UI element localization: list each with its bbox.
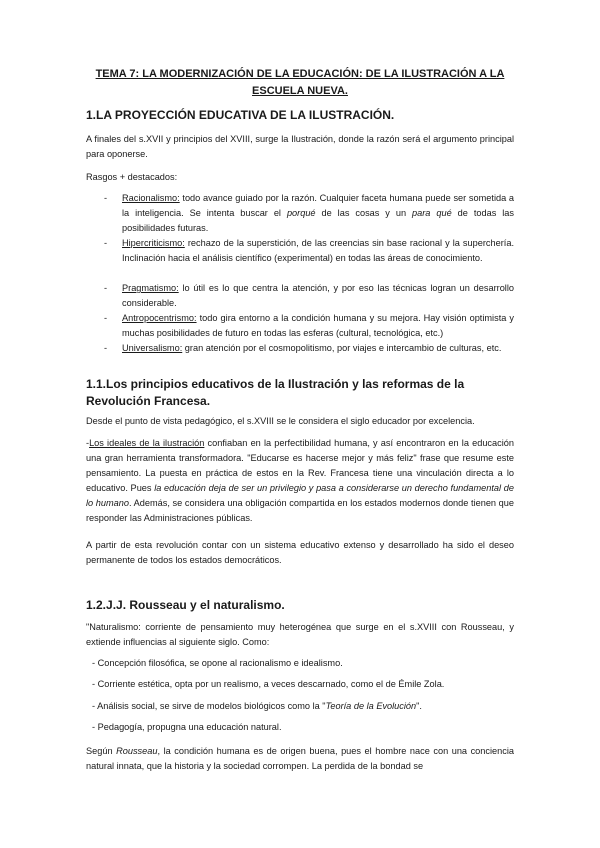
bullet-marker: -: [104, 313, 108, 323]
bullet-marker: -: [104, 238, 108, 248]
dash-item-pedagogia: - Pedagogía, propugna una educación natural.: [92, 722, 282, 732]
rasgos-label: Rasgos + destacados:: [86, 172, 178, 182]
dash-item-social: - Análisis social, se sirve de modelos biológicos como la "Teoría de la Evolución".: [92, 701, 422, 711]
bullet-marker: -: [104, 283, 108, 293]
document-title: [80, 66, 520, 100]
section-1-intro: A finales del s.XVII y principios del XVIII, surge la Ilustración, donde la razón será el argumento principal para oponerse.: [86, 134, 514, 159]
emphasis-derecho: la educación deja de ser un privilegio y pasa a considerarse un derecho fundamental de lo humano: [86, 483, 514, 508]
section-1-1-p1: Desde el punto de vista pedagógico, el s.XVIII se le considera el siglo educador por excelencia.: [86, 416, 475, 426]
bullet-marker: -: [104, 193, 108, 203]
section-1-2-heading: 1.2.J.J. Rousseau y el naturalismo.: [86, 598, 285, 612]
term-racionalismo: Racionalismo:: [122, 193, 180, 203]
term-antropocentrismo: Antropocentrismo:: [122, 313, 197, 323]
bullet-hipercriticismo: Hipercriticismo: rechazo de la superstición, de las creencias sin base racional y la superchería. Inclinación hacia el análisis científico (experimental) en todas las áreas de conocimiento.: [122, 238, 514, 263]
title-line-1: TEMA 7: LA MODERNIZACIÓN DE LA EDUCACIÓN: DE LA ILUSTRACIÓN A LA: [95, 68, 505, 80]
term-pragmatismo: Pragmatismo:: [122, 283, 179, 293]
term-ideales-ilustracion: Los ideales de la ilustración: [89, 438, 205, 448]
bullet-racionalismo: Racionalismo: todo avance guiado por la razón. Cualquier faceta humana puede ser sometida a la inteligencia. Se intenta buscar el porqué de las cosas y un para qué de todas las posibilidades futuras.: [122, 193, 514, 233]
bullet-universalismo: Universalismo: gran atención por el cosmopolitismo, por viajes e intercambio de culturas, etc.: [122, 343, 502, 353]
section-1-1-heading: 1.1.Los principios educativos de la Ilustración y las reformas de la Revolución Francesa.: [86, 377, 465, 408]
bullet-marker: -: [104, 343, 108, 353]
section-1-2-p1: "Naturalismo: corriente de pensamiento muy heterogénea que surge en el s.XVIII con Rousseau, y extiende influencias al siguiente siglo. Como:: [86, 622, 514, 647]
section-1-2-p2: Según Rousseau, la condición humana es de origen buena, pues el hombre nace con una conciencia natural innata, que la historia y la sociedad corrompen. La perdida de la bondad se: [86, 746, 514, 771]
dash-item-estetica: - Corriente estética, opta por un realismo, a veces descarnado, como el de Émile Zola.: [92, 679, 445, 689]
title-line-2: ESCUELA NUEVA.: [252, 85, 348, 97]
section-1-1-p2: -Los ideales de la ilustración confiaban en la perfectibilidad humana, y así encontraron en la educación una gran herramienta transformadora. "Educarse es hacerse mejor y más feliz" frase que resume este pensamiento. La puesta en práctica de estos en la Rev. Francesa tiene una vinculación directa a lo educativo. Pues la educación deja de ser un privilegio y pasa a considerarse un derecho fundamental de lo humano. Además, se considera una obligación compartida en los estados modernos donde tienen que responder las Administraciones públicas.: [86, 438, 514, 523]
term-universalismo: Universalismo:: [122, 343, 183, 353]
section-1-1-p3: A partir de esta revolución contar con un sistema educativo extenso y desarrollado ha sido el deseo permanente de todos los estados democráticos.: [86, 540, 514, 565]
dash-item-filosofica: - Concepción filosófica, se opone al racionalismo e idealismo.: [92, 658, 343, 668]
bullet-pragmatismo: Pragmatismo: lo útil es lo que centra la atención, y por eso las técnicas logran un desarrollo considerable.: [122, 283, 514, 308]
bullet-antropocentrismo: Antropocentrismo: todo gira entorno a la condición humana y su mejora. Hay visión optimista y muchas posibilidades de futuro en todas las esferas (cultural, tecnológica, etc.): [122, 313, 514, 338]
term-hipercriticismo: Hipercriticismo:: [122, 238, 185, 248]
section-1-heading: 1.LA PROYECCIÓN EDUCATIVA DE LA ILUSTRACIÓN.: [86, 108, 395, 122]
